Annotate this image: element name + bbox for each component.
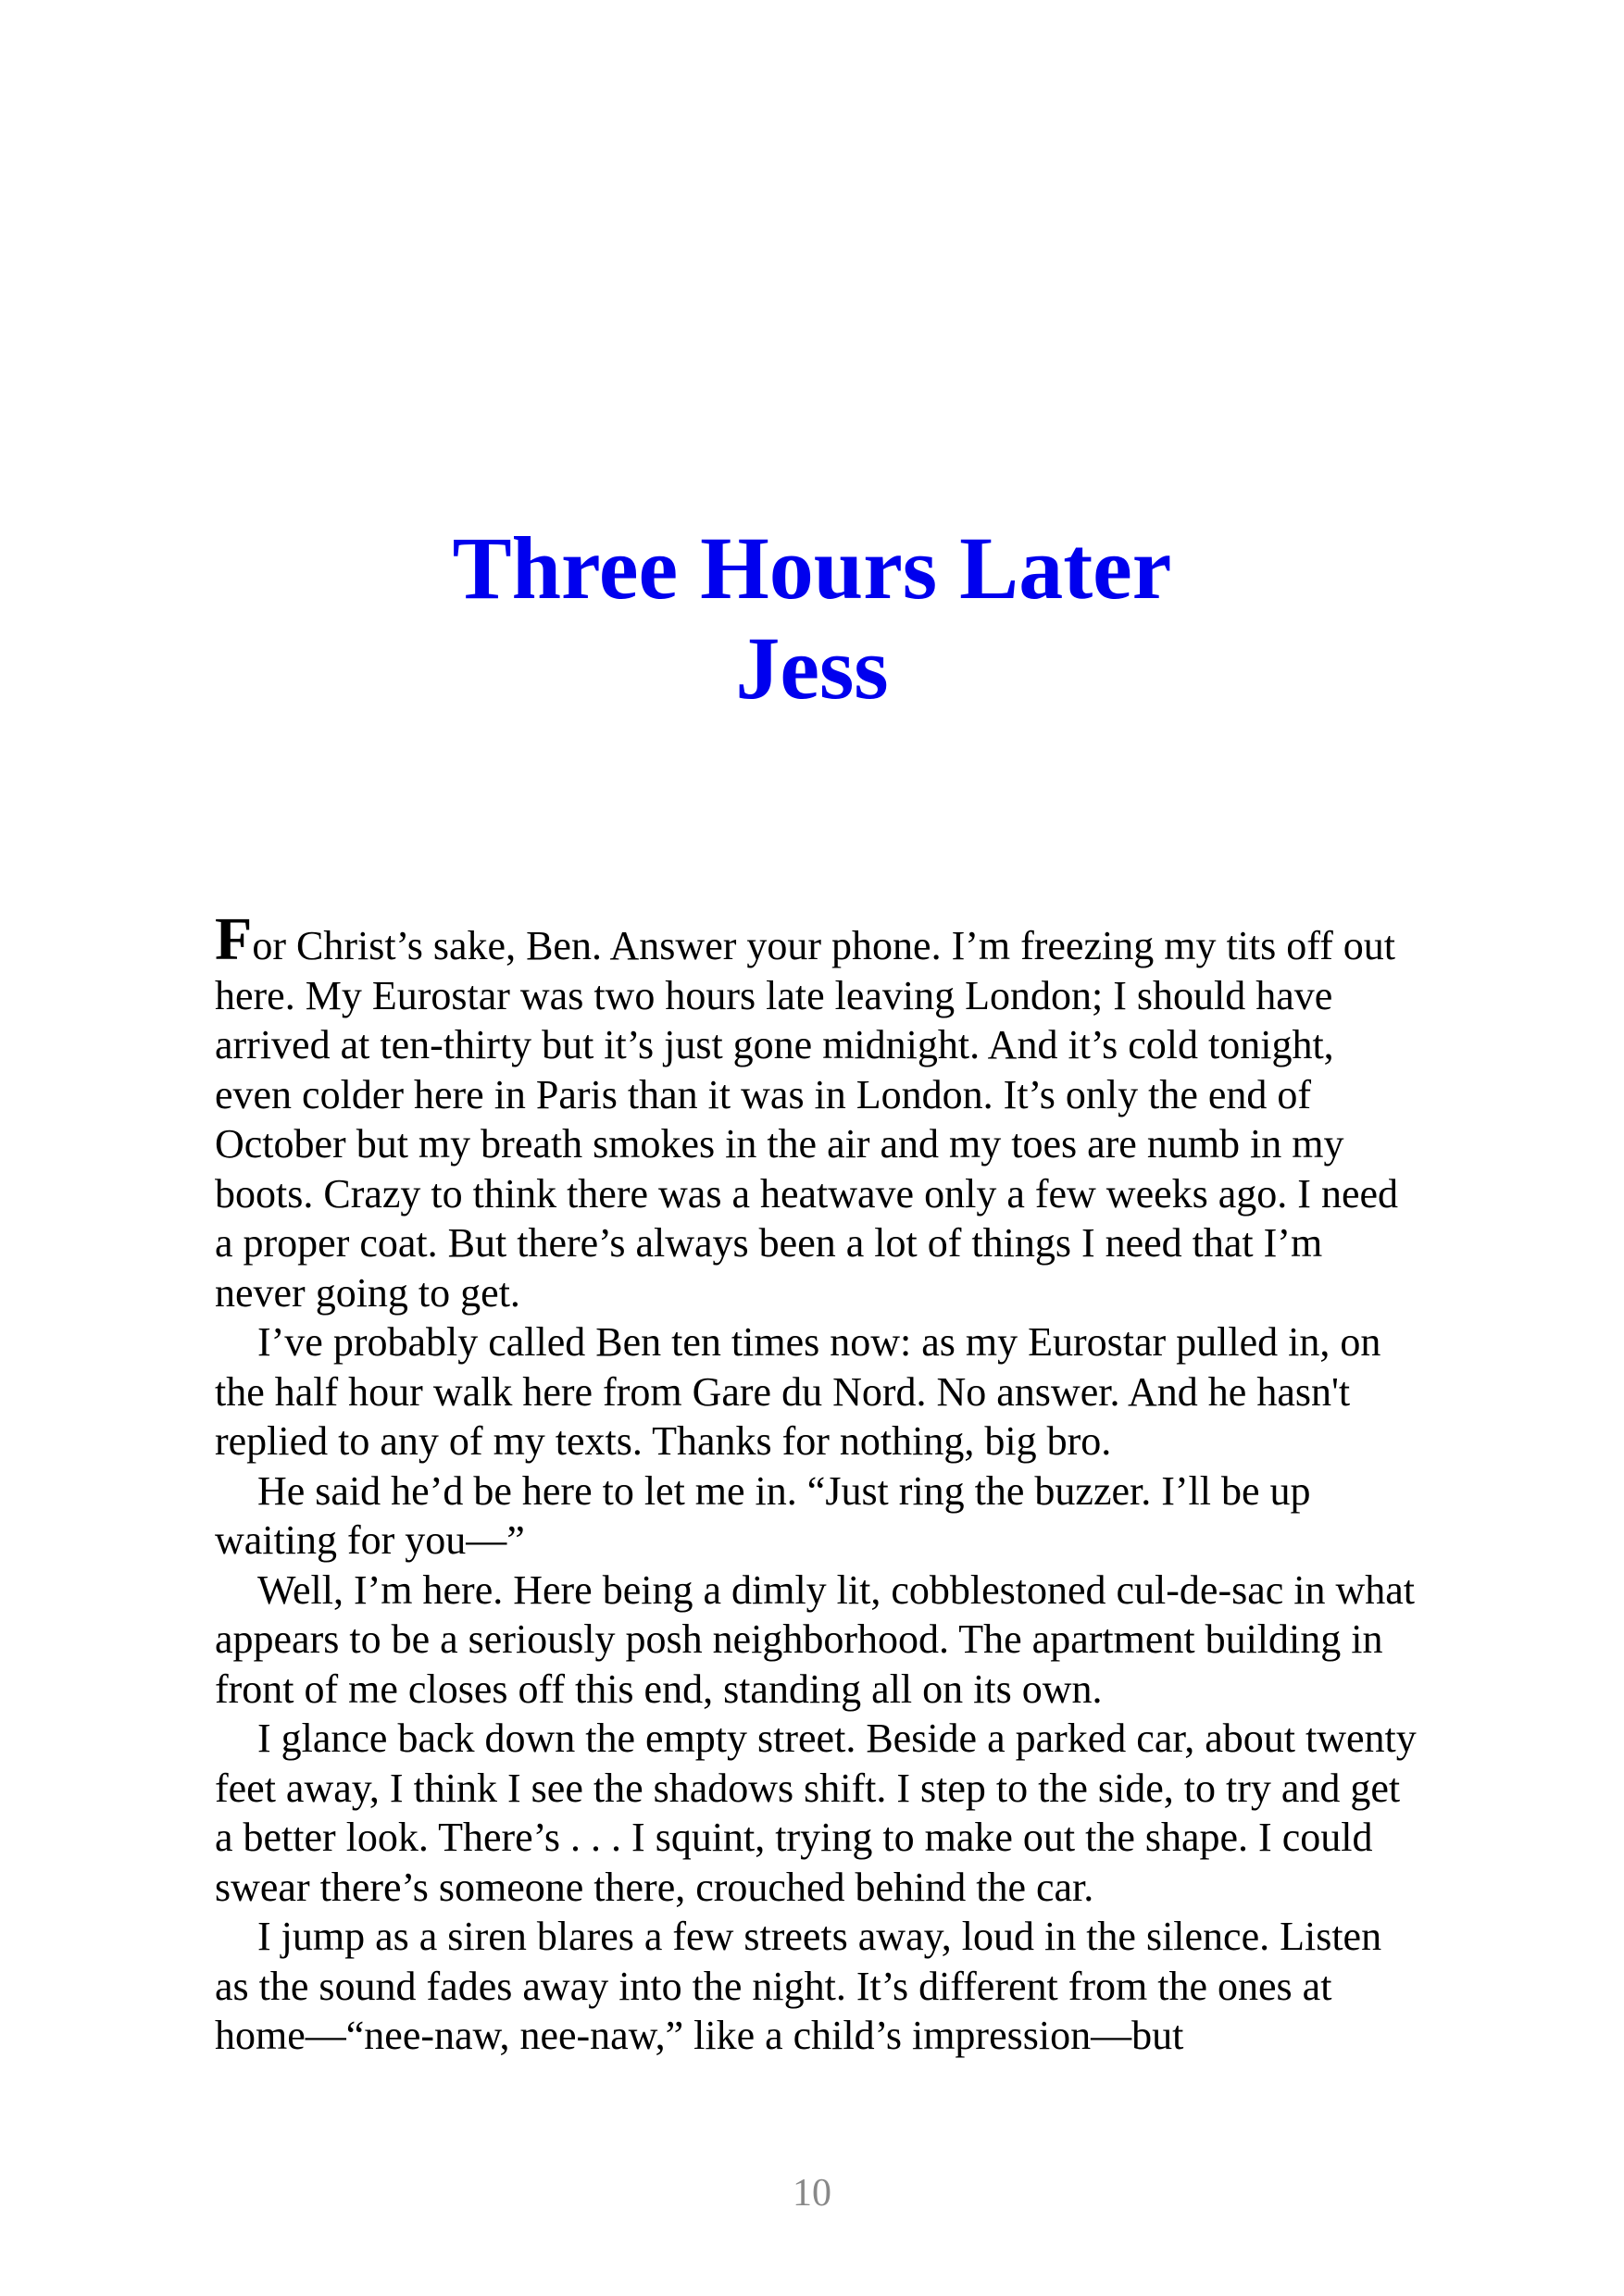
- paragraph-5: I glance back down the empty street. Beside a parked car, about twenty feet away, I think I see the shadows shift. I step to the side, to try and get a better look. There’s . . . I squint, trying to make out the shape. I could swear there’s someone there, crouched behind the car.: [215, 1716, 1417, 1910]
- paragraph-3: He said he’d be here to let me in. “Just ring the buzzer. I’ll be up waiting for you—”: [215, 1467, 1311, 1563]
- drop-initial: F: [215, 905, 253, 973]
- chapter-narrator: Jess: [735, 618, 889, 718]
- paragraph-4: Well, I’m here. Here being a dimly lit, cobblestoned cul-de-sac in what appears to be a seriously posh neighborhood. The apartment building in front of me closes off this end, standing all on its own.: [215, 1566, 1416, 1712]
- chapter-title: Three Hours Later: [452, 518, 1172, 618]
- paragraph-1-text: or Christ’s sake, Ben. Answer your phone. I’m freezing my tits off out here. My Eurostar was two hours late leaving London; I should have arrived at ten-thirty but it’s just gone midnight. And it’s cold tonight, even colder here in Paris than it was in London. It’s only the end of October but my breath smokes in the air and my toes are numb in my boots. Crazy to think there was a heatwave only a few weeks ago. I need a proper coat. But there’s always been a lot of things I need that I’m never going to get.: [215, 923, 1398, 1316]
- paragraph-2: I’ve probably called Ben ten times now: as my Eurostar pulled in, on the half hour walk here from Gare du Nord. No answer. And he hasn't replied to any of my texts. Thanks for nothing, big bro.: [215, 1319, 1381, 1464]
- chapter-heading: [0, 518, 1624, 718]
- paragraph-6: I jump as a siren blares a few streets away, loud in the silence. Listen as the sound fades away into the night. It’s different from the ones at home—“nee-naw, nee-naw,” like a child’s impression—but: [215, 1914, 1382, 2058]
- paragraph-1: [215, 905, 1418, 1317]
- page-number: 10: [793, 2172, 831, 2215]
- chapter-body: [215, 905, 1418, 2061]
